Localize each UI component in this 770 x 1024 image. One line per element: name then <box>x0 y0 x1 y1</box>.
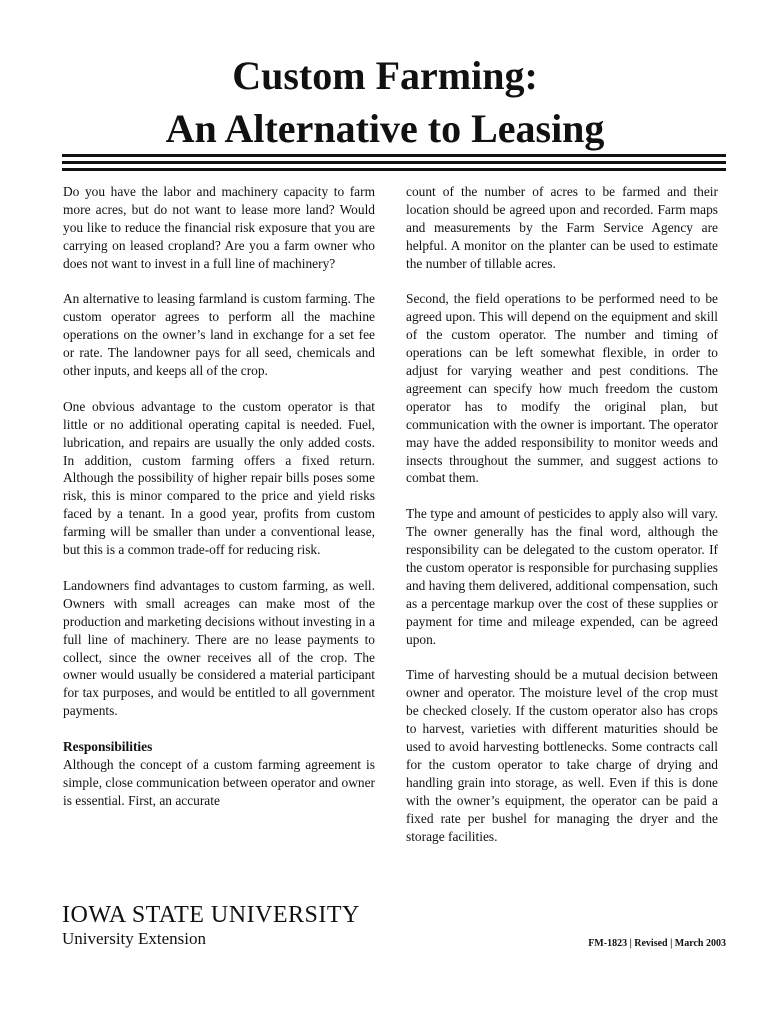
logo-name: IOWA STATE UNIVERSITY <box>62 902 360 928</box>
title-rule-3 <box>62 168 726 171</box>
title-rule-2 <box>62 161 726 164</box>
acres-paragraph: count of the number of acres to be farmed and their location should be agreed upon and recorded. Farm maps and measurements by the Farm Service Agency are helpful. A monitor on the planter can be used to estimate the number of tillable acres. <box>406 184 718 271</box>
responsibilities-heading: Responsibilities <box>63 739 153 755</box>
responsibilities-section <box>63 738 375 810</box>
left-column <box>63 183 375 810</box>
title-line-1: Custom Farming: <box>232 53 538 98</box>
intro-paragraph: Do you have the labor and machinery capacity to farm more acres, but do not want to lease more land? Would you like to reduce the financial risk exposure that you are carrying on leased cropland? Are you a farm owner who does not want to invest in a full line of machinery? <box>63 184 375 271</box>
logo-subtitle: University Extension <box>62 929 207 948</box>
landowner-advantage-paragraph: Landowners find advantages to custom farming, as well. Owners with small acreages can make most of the production and marketing decisions without investing in a full line of machinery. There are no lease payments to collect, since the owner receives all of the crop. The owner would usually be considered a material participant for tax purposes, and would be entitled to all government payments. <box>63 577 375 719</box>
alternative-paragraph: An alternative to leasing farmland is custom farming. The custom operator agrees to perform all the machine operations on the owner’s land in exchange for a set fee or rate. The landowner pays for all seed, chemicals and other inputs, and keeps all of the crop. <box>63 291 375 379</box>
field-operations-paragraph: Second, the field operations to be performed need to be agreed upon. This will depend on the equipment and skill of the custom operator. The number and timing of operations can be left somewhat flexible, in order to adjust for varying weather and pest conditions. The agreement can specify how much freedom the custom operator has to modify the original plan, but communication with the owner is important. The operator may have the added responsibility to monitor weeds and insects throughout the summer, and suggest actions to combat them. <box>406 291 718 486</box>
publication-code: FM-1823 | Revised | March 2003 <box>588 938 726 949</box>
pesticides-paragraph: The type and amount of pesticides to apply also will vary. The owner generally has the final word, although the responsibility can be delegated to the custom operator. If the custom operator is responsible for purchasing supplies and having them delivered, additional compensation, such as a percentage markup over the cost of these supplies or payment for time and mileage expended, can be agreed upon. <box>406 506 718 647</box>
harvesting-paragraph: Time of harvesting should be a mutual decision between owner and operator. The moisture level of the crop must be checked closely. If the custom operator also has crops to harvest, varieties with different maturities should be used to avoid harvesting bottlenecks. Some contracts call for the custom operator to take charge of drying and handling grain into storage, as well. Even if this is done with the owner’s equipment, the operator can be paid a fixed rate per bushel for managing the dryer and the storage facilities. <box>406 667 718 844</box>
operator-advantage-paragraph: One obvious advantage to the custom operator is that little or no additional operating capital is needed. Fuel, lubrication, and repairs are usually the only added costs. In addition, custom farming offers a fixed return. Although the possibility of higher repair bills poses some risk, this is minor compared to the price and yield risks faced by a tenant. In a good year, profits from custom farming will be smaller than under a conventional lease, but this is a common trade-off for reducing risk. <box>63 398 375 558</box>
title-line-2: An Alternative to Leasing <box>165 106 605 151</box>
title-rule-1 <box>62 154 726 157</box>
right-column <box>406 183 718 845</box>
university-logo <box>62 901 360 949</box>
responsibilities-paragraph: Although the concept of a custom farming agreement is simple, close communication between operator and owner is essential. First, an accurate <box>63 756 375 808</box>
